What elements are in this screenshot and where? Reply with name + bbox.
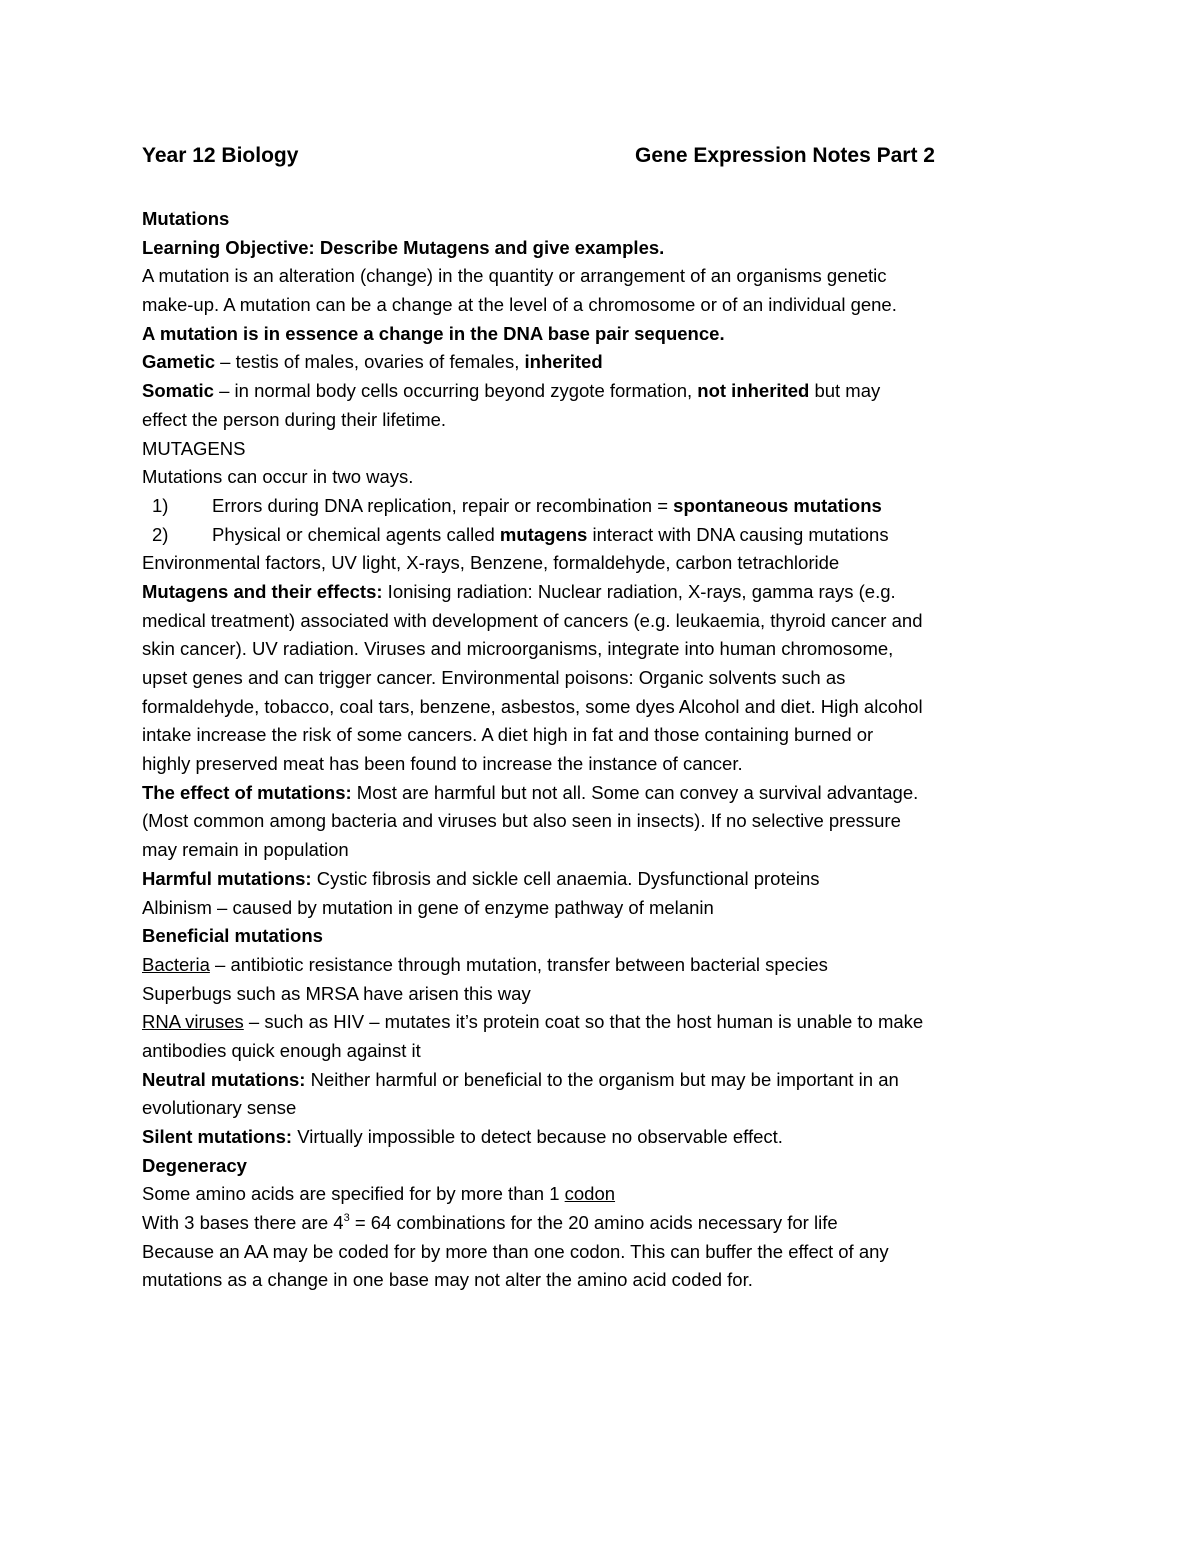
intro-key-statement: A mutation is in essence a change in the DNA base pair sequence. bbox=[142, 322, 725, 344]
list-bold: mutagens bbox=[499, 523, 588, 545]
list-number: 1) bbox=[152, 494, 169, 516]
somatic-line-2: effect the person during their lifetime. bbox=[142, 408, 447, 430]
degeneracy-line-1 bbox=[142, 1180, 1072, 1209]
intro-line-1: A mutation is an alteration (change) in the quantity or arrangement of an organisms genetic bbox=[142, 265, 887, 287]
effect-label: The effect of mutations: bbox=[142, 781, 352, 803]
degeneracy-line-3: Because an AA may be coded for by more than one codon. This can buffer the effect of any bbox=[142, 1240, 889, 1262]
degeneracy-line-4: mutations as a change in one base may not alter the amino acid coded for. bbox=[142, 1269, 753, 1291]
neutral-line-2: evolutionary sense bbox=[142, 1097, 297, 1119]
gametic-text: – testis of males, ovaries of females, bbox=[215, 351, 525, 373]
course-title: Year 12 Biology bbox=[142, 144, 299, 167]
effects-line-5: formaldehyde, tobacco, coal tars, benzene, asbestos, some dyes Alcohol and diet. High alcohol bbox=[142, 695, 923, 717]
notes-title: Gene Expression Notes Part 2 bbox=[635, 144, 935, 167]
rna-line bbox=[142, 1008, 1072, 1037]
section-title: Mutations bbox=[142, 208, 230, 229]
effects-line-3: skin cancer). UV radiation. Viruses and microorganisms, integrate into human chromosome, bbox=[142, 638, 894, 660]
mutagens-intro: Mutations can occur in two ways. bbox=[142, 466, 414, 488]
effects-line-7: highly preserved meat has been found to increase the instance of cancer. bbox=[142, 753, 743, 775]
effect-line-1 bbox=[142, 779, 1072, 808]
bacteria-label: Bacteria bbox=[142, 953, 210, 975]
harmful-label: Harmful mutations: bbox=[142, 867, 312, 889]
bacteria-text: – antibiotic resistance through mutation, transfer between bacterial species bbox=[209, 953, 828, 975]
beneficial-heading: Beneficial mutations bbox=[142, 925, 323, 947]
neutral-line bbox=[142, 1066, 1072, 1095]
list-after: interact with DNA causing mutations bbox=[587, 523, 889, 545]
somatic-line bbox=[142, 377, 1072, 406]
rna-text: – such as HIV – mutates it’s protein coat so that the host human is unable to make bbox=[243, 1011, 924, 1033]
somatic-label: Somatic bbox=[142, 380, 214, 402]
somatic-text-2: but may bbox=[809, 380, 881, 402]
effects-line-2: medical treatment) associated with development of cancers (e.g. leukaemia, thyroid cancer and bbox=[142, 609, 923, 631]
degeneracy-text-2b: = 64 combinations for the 20 amino acids necessary for life bbox=[349, 1212, 838, 1234]
intro-line-2: make-up. A mutation can be a change at the level of a chromosome or of an individual gene. bbox=[142, 294, 897, 316]
document-page bbox=[142, 144, 1072, 1295]
harmful-line bbox=[142, 865, 1072, 894]
silent-text: Virtually impossible to detect because no observable effect. bbox=[292, 1126, 783, 1147]
list-number: 2) bbox=[152, 523, 169, 545]
mutagens-heading: MUTAGENS bbox=[142, 437, 246, 459]
gametic-bold: inherited bbox=[524, 351, 603, 373]
neutral-text: Neither harmful or beneficial to the organism but may be important in an bbox=[305, 1068, 899, 1090]
document-body bbox=[142, 205, 1072, 1295]
environmental-factors: Environmental factors, UV light, X-rays, Benzene, formaldehyde, carbon tetrachloride bbox=[142, 552, 840, 574]
list-bold: spontaneous mutations bbox=[673, 494, 882, 516]
rna-label: RNA viruses bbox=[142, 1011, 244, 1033]
somatic-bold: not inherited bbox=[697, 380, 810, 402]
list-item bbox=[142, 492, 1072, 521]
effect-line-2: (Most common among bacteria and viruses but also seen in insects). If no selective pressure bbox=[142, 810, 901, 832]
codon-term: codon bbox=[564, 1183, 616, 1205]
effects-text: Ionising radiation: Nuclear radiation, X-rays, gamma rays (e.g. bbox=[382, 580, 896, 602]
somatic-text: – in normal body cells occurring beyond zygote formation, bbox=[213, 380, 698, 402]
effects-line-4: upset genes and can trigger cancer. Environmental poisons: Organic solvents such as bbox=[142, 667, 846, 688]
list-text: Errors during DNA replication, repair or recombination = bbox=[212, 494, 674, 516]
neutral-label: Neutral mutations: bbox=[142, 1068, 306, 1090]
rna-line-2: antibodies quick enough against it bbox=[142, 1039, 421, 1061]
effects-line-1 bbox=[142, 578, 1072, 607]
effect-line-3: may remain in population bbox=[142, 839, 349, 861]
list-text: Physical or chemical agents called bbox=[212, 523, 500, 545]
effects-label: Mutagens and their effects: bbox=[142, 580, 383, 602]
bacteria-line bbox=[142, 951, 1072, 980]
degeneracy-text-2a: With 3 bases there are 4 bbox=[142, 1212, 344, 1234]
effect-text: Most are harmful but not all. Some can convey a survival advantage. bbox=[351, 781, 919, 803]
exponent: 3 bbox=[343, 1211, 350, 1224]
harmful-text: Cystic fibrosis and sickle cell anaemia. Dysfunctional proteins bbox=[311, 867, 820, 889]
effects-line-6: intake increase the risk of some cancers. A diet high in fat and those containing burned or bbox=[142, 724, 874, 746]
document-header bbox=[142, 144, 1072, 184]
silent-line bbox=[142, 1123, 1072, 1152]
gametic-label: Gametic bbox=[142, 351, 216, 373]
degeneracy-heading: Degeneracy bbox=[142, 1154, 247, 1176]
degeneracy-text-1a: Some amino acids are specified for by more than 1 bbox=[142, 1183, 565, 1205]
superbugs-line: Superbugs such as MRSA have arisen this way bbox=[142, 982, 531, 1004]
silent-label: Silent mutations: bbox=[142, 1126, 293, 1147]
albinism-line: Albinism – caused by mutation in gene of enzyme pathway of melanin bbox=[142, 896, 714, 918]
list-item bbox=[142, 521, 1072, 550]
gametic-line bbox=[142, 348, 1072, 377]
learning-objective: Learning Objective: Describe Mutagens and give examples. bbox=[142, 236, 665, 258]
degeneracy-line-2 bbox=[142, 1209, 1072, 1238]
